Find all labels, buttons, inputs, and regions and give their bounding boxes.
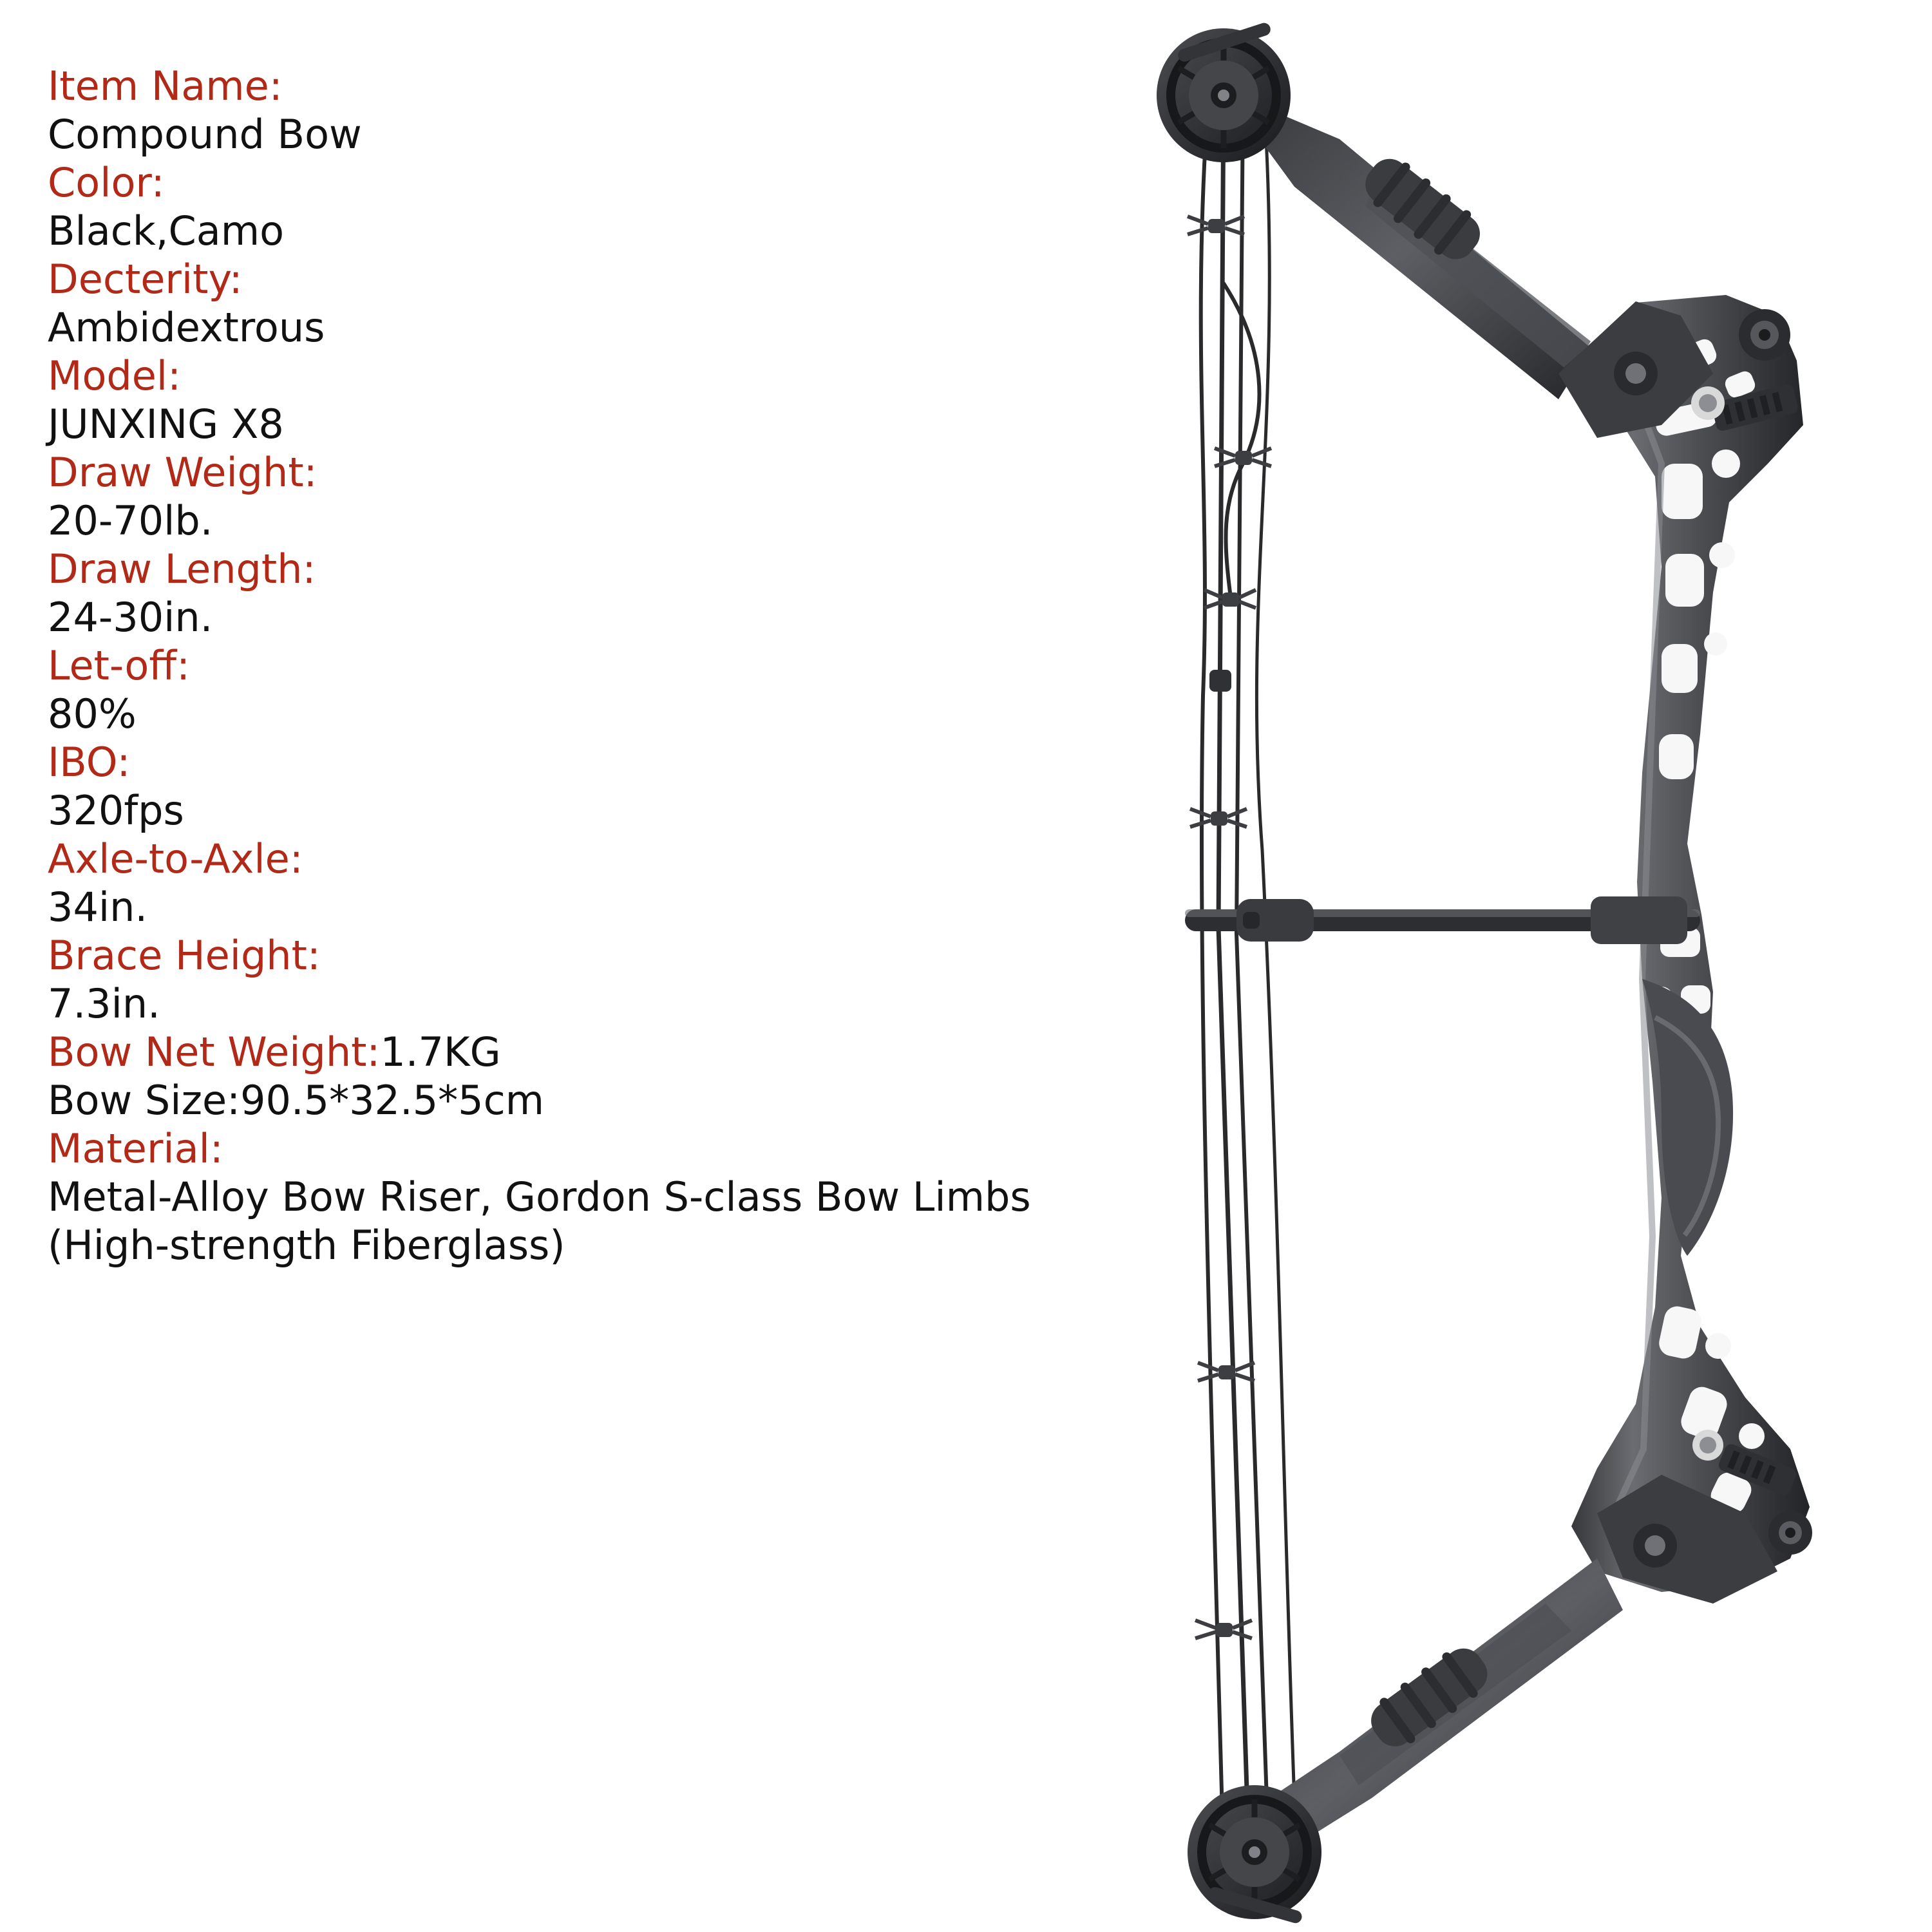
spec-value-brace-height: 7.3in.	[48, 980, 160, 1027]
spec-value-draw-length: 24-30in.	[48, 594, 213, 641]
product-photo-compound-bow	[1146, 13, 1919, 1926]
spec-label-draw-weight: Draw Weight:	[48, 449, 317, 496]
spec-label-axle-to-axle: Axle-to-Axle:	[48, 835, 303, 882]
bow-riser	[1557, 295, 1810, 1592]
stabilizer-bar	[1185, 896, 1700, 944]
spec-value-draw-weight: 20-70lb.	[48, 497, 213, 544]
nock-point-hardware	[1209, 670, 1231, 692]
spec-value-item-name: Compound Bow	[48, 111, 362, 158]
spec-value-material-line-2: (High-strength Fiberglass)	[48, 1222, 565, 1269]
spec-label-model: Model:	[48, 352, 182, 399]
spec-label-item-name: Item Name:	[48, 62, 283, 109]
spec-label-let-off: Let-off:	[48, 642, 190, 689]
spec-value-material-line-1: Metal-Alloy Bow Riser, Gordon S-class Bow Limbs	[48, 1173, 1031, 1220]
spec-value-bow-net-weight: 1.7KG	[380, 1028, 501, 1075]
upper-cam-wheel	[1157, 21, 1291, 162]
spec-label-bow-net-weight: Bow Net Weight:	[48, 1028, 381, 1075]
spec-value-color: Black,Camo	[48, 207, 285, 254]
specification-list	[48, 62, 1303, 1269]
spec-label-draw-length: Draw Length:	[48, 545, 316, 592]
spec-label-ibo: IBO:	[48, 739, 131, 786]
spec-label-color: Color:	[48, 159, 165, 206]
spec-value-let-off: 80%	[48, 690, 137, 737]
spec-label-material: Material:	[48, 1125, 223, 1172]
spec-value-bow-size: Bow Size:90.5*32.5*5cm	[48, 1077, 545, 1124]
spec-value-ibo: 320fps	[48, 787, 184, 834]
spec-value-model: JUNXING X8	[48, 401, 284, 448]
spec-label-decterity: Decterity:	[48, 256, 243, 303]
cable-guard-rod	[1243, 912, 1260, 929]
bowstring-group	[1201, 90, 1296, 1868]
spec-label-brace-height: Brace Height:	[48, 932, 321, 979]
spec-value-axle-to-axle: 34in.	[48, 884, 148, 931]
spec-row-bow-net-weight	[48, 1028, 1303, 1076]
upper-limb	[1224, 90, 1591, 399]
lower-cam-wheel	[1188, 1785, 1321, 1925]
spec-value-decterity: Ambidextrous	[48, 304, 325, 351]
